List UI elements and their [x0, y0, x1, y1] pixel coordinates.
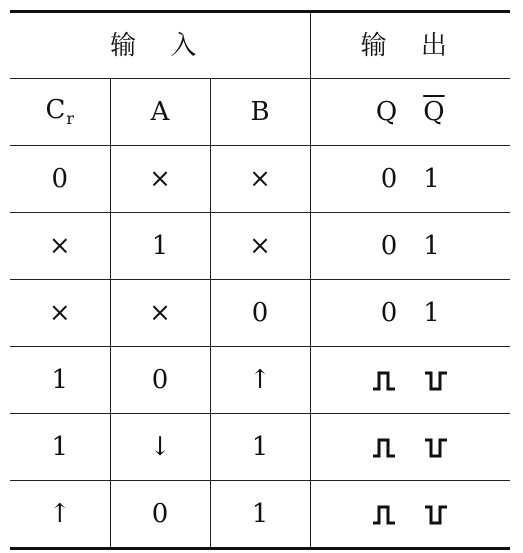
inputs-header: 输 入: [10, 12, 310, 79]
cell-cr: 1: [10, 347, 110, 414]
col-header-outputs: [310, 79, 510, 146]
cell-q-bar: 1: [423, 298, 440, 328]
col-header-b: B: [210, 79, 310, 146]
cr-subscript: r: [66, 109, 75, 128]
cell-q-bar: 1: [423, 231, 440, 261]
cell-outputs: [310, 347, 510, 414]
q-bar-label: $\overline{Q}$: [423, 97, 445, 127]
cell-cr: ↑: [10, 481, 110, 549]
cell-outputs: [310, 481, 510, 549]
cell-cr: ×: [10, 213, 110, 280]
cell-a: ×: [110, 146, 210, 213]
cell-outputs: [310, 146, 510, 213]
cell-outputs: [310, 414, 510, 481]
cell-b: 1: [210, 414, 310, 481]
cell-a: ↓: [110, 414, 210, 481]
cell-b: ×: [210, 146, 310, 213]
cell-outputs: [310, 280, 510, 347]
cr-label: C: [45, 95, 66, 125]
cell-a: 1: [110, 213, 210, 280]
cell-a: 0: [110, 481, 210, 549]
cell-q: 0: [380, 231, 398, 261]
cell-q: 0: [380, 298, 398, 328]
cell-b: 1: [210, 481, 310, 549]
negative-pulse-icon: [423, 370, 449, 392]
cell-b: 0: [210, 280, 310, 347]
cell-q: 0: [380, 164, 398, 194]
cell-a: 0: [110, 347, 210, 414]
cell-b: ↑: [210, 347, 310, 414]
negative-pulse-icon: [423, 504, 449, 526]
truth-table: [10, 10, 510, 550]
q-label: Q: [375, 97, 398, 127]
outputs-header: 输 出: [310, 12, 510, 79]
cell-cr: ×: [10, 280, 110, 347]
col-header-a: A: [110, 79, 210, 146]
cell-b: ×: [210, 213, 310, 280]
cell-cr: 0: [10, 146, 110, 213]
col-header-cr: [10, 79, 110, 146]
positive-pulse-icon: [371, 437, 397, 459]
positive-pulse-icon: [371, 370, 397, 392]
positive-pulse-icon: [371, 504, 397, 526]
cell-outputs: [310, 213, 510, 280]
cell-cr: 1: [10, 414, 110, 481]
negative-pulse-icon: [423, 437, 449, 459]
cell-a: ×: [110, 280, 210, 347]
cell-q-bar: 1: [423, 164, 440, 194]
